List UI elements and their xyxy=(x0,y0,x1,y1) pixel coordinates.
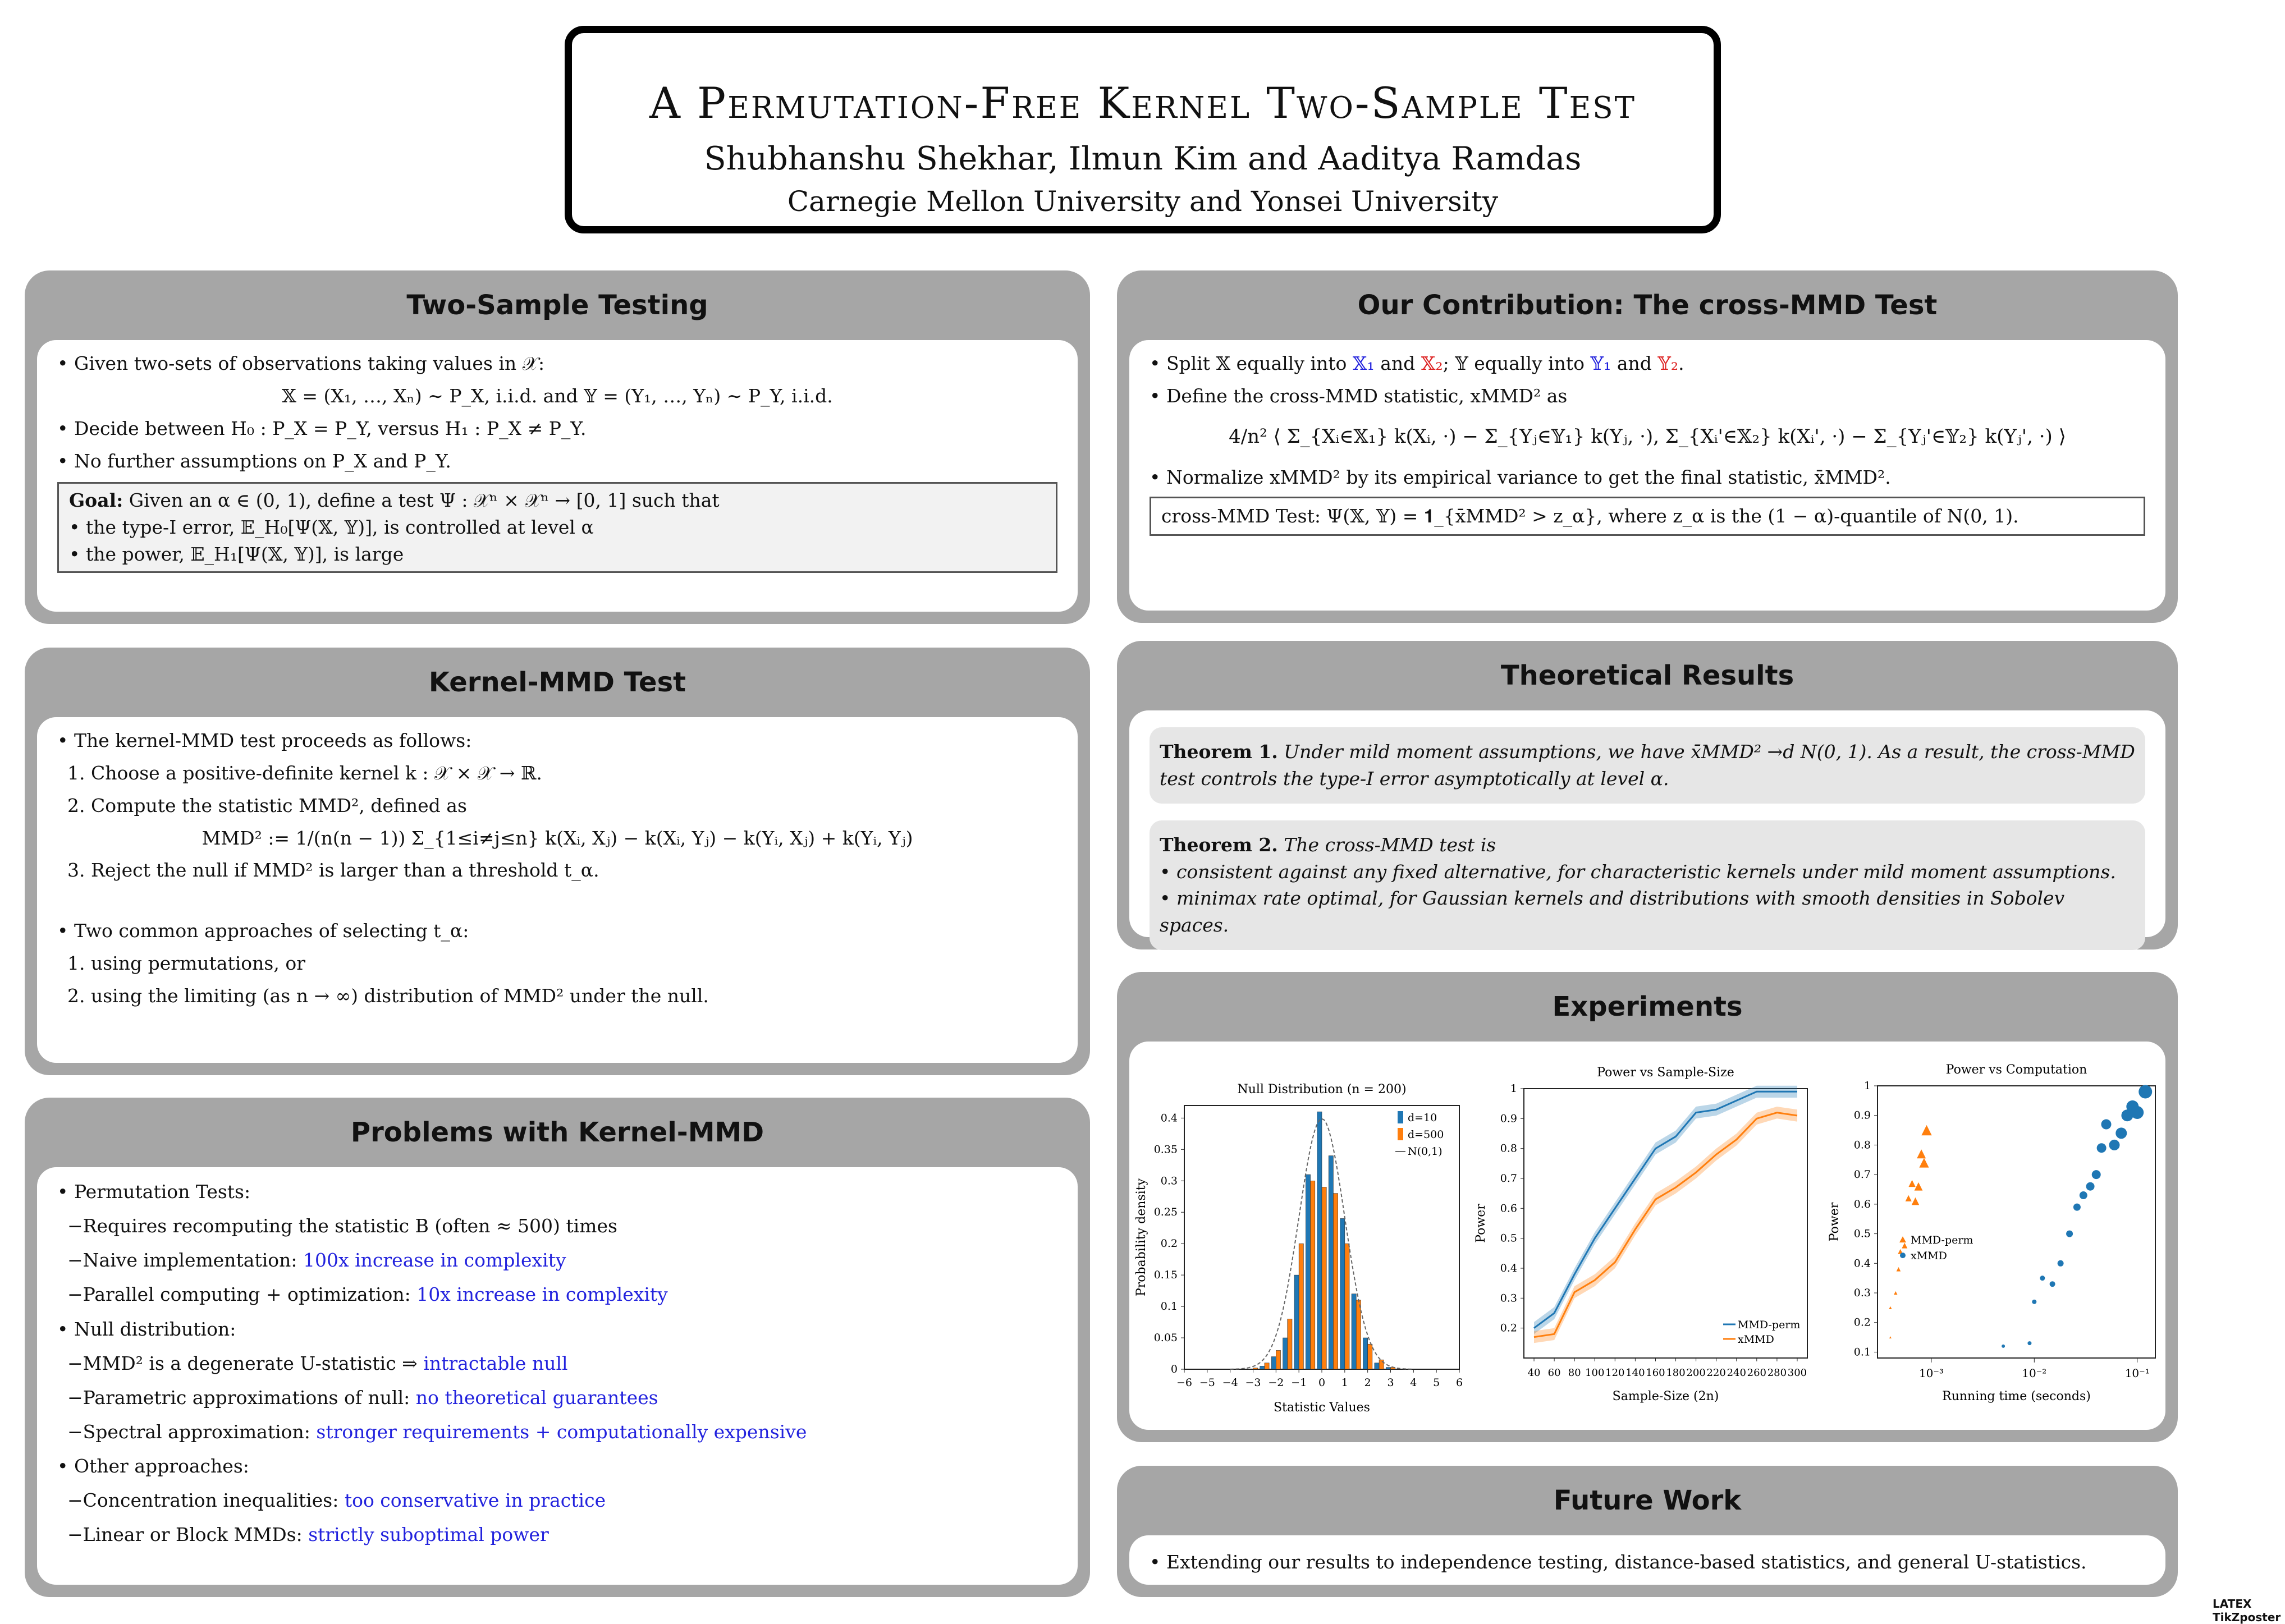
x-tick-label: 10⁻² xyxy=(2022,1366,2047,1380)
point xyxy=(2115,1127,2127,1139)
power-vs-sample-size-chart xyxy=(1471,1055,1819,1414)
point xyxy=(1897,1267,1901,1272)
y-tick-label: 0.2 xyxy=(1160,1237,1178,1250)
bar xyxy=(1368,1344,1372,1369)
x-tick-label: 300 xyxy=(1787,1367,1807,1379)
text-line: • Other approaches: xyxy=(57,1455,249,1478)
x-tick-label: 100 xyxy=(1585,1367,1605,1379)
block-body xyxy=(1129,710,2165,937)
formula: 4/n² ⟨ Σ_{Xᵢ∈𝕏₁} k(Xᵢ, ·) − Σ_{Yⱼ∈𝕐₁} k(Yⱼ, ·), Σ_{Xᵢ'∈𝕏₂} k(Xᵢ', ·) − Σ_{Yⱼ'∈𝕐₂} k(Yⱼ', ·) ⟩ xyxy=(1229,425,2066,448)
bar xyxy=(1260,1366,1265,1369)
affiliation: Carnegie Mellon University and Yonsei University xyxy=(787,185,1499,218)
chart-title: Null Distribution (n = 200) xyxy=(1237,1082,1407,1097)
point xyxy=(1889,1306,1892,1309)
bar xyxy=(1356,1300,1361,1369)
authors: Shubhanshu Shekhar, Ilmun Kim and Aaditya Ramdas xyxy=(704,140,1582,177)
point xyxy=(2066,1231,2073,1237)
bar xyxy=(1276,1350,1280,1369)
text-line: 1. Choose a positive-definite kernel k : 𝒳 × 𝒳 → ℝ. xyxy=(67,761,542,784)
text-line: • Decide between H₀ : P_X = P_Y, versus H₁ : P_X ≠ P_Y. xyxy=(57,417,587,439)
legend-swatch xyxy=(1899,1236,1906,1242)
y-tick-label: 0.2 xyxy=(1500,1322,1517,1334)
x-tick-label: −1 xyxy=(1291,1377,1307,1389)
x-tick-label: 260 xyxy=(1747,1367,1767,1379)
y-tick-label: 0.5 xyxy=(1500,1232,1517,1245)
point xyxy=(1906,1195,1912,1201)
text-line: • Split 𝕏 equally into 𝕏₁ and 𝕏₂; 𝕐 equally into 𝕐₁ and 𝕐₂. xyxy=(1150,352,1684,374)
highlight-text: strictly suboptimal power xyxy=(308,1524,549,1546)
y-tick-label: 0.1 xyxy=(1160,1300,1178,1313)
y-tick-label: 0.3 xyxy=(1853,1287,1871,1300)
bar xyxy=(1375,1363,1379,1369)
y-tick-label: 0.9 xyxy=(1853,1109,1871,1122)
point xyxy=(2040,1276,2045,1281)
y-tick-label: 0.3 xyxy=(1160,1175,1178,1187)
x-tick-label: 80 xyxy=(1568,1367,1581,1379)
y-tick-label: 0.15 xyxy=(1153,1269,1178,1282)
formula: MMD² := 1/(n(n − 1)) Σ_{1≤i≠j≤n} k(Xᵢ, Xⱼ) − k(Xᵢ, Yⱼ) − k(Yᵢ, Xⱼ) + k(Yᵢ, Yⱼ) xyxy=(202,827,913,849)
bar xyxy=(1379,1360,1384,1369)
bar xyxy=(1294,1275,1299,1369)
text-line: • Define the cross-MMD statistic, xMMD² as xyxy=(1150,384,1568,407)
text-line: −Parallel computing + optimization: 10x increase in complexity xyxy=(67,1283,668,1306)
plot-frame xyxy=(1878,1086,2155,1358)
y-tick-label: 0.9 xyxy=(1500,1112,1517,1125)
bar xyxy=(1345,1244,1349,1369)
block-title: Problems with Kernel-MMD xyxy=(350,1117,764,1148)
latex-tikzposter-credit: LATEX TikZposter xyxy=(2213,1597,2281,1624)
theorem-bullet: • consistent against any fixed alternative, for characteristic kernels under mild moment assumptions. xyxy=(1160,860,2116,883)
x-tick-label: 160 xyxy=(1646,1367,1665,1379)
bar xyxy=(1322,1187,1326,1369)
highlight-text: stronger requirements + computationally expensive xyxy=(316,1420,807,1443)
bar xyxy=(1333,1194,1338,1369)
goal-label: Goal: xyxy=(69,489,123,512)
text-line: • The kernel-MMD test proceeds as follows: xyxy=(57,730,472,751)
y-tick-label: 0.4 xyxy=(1160,1112,1178,1125)
x-tick-label: 200 xyxy=(1686,1367,1706,1379)
legend-label: d=500 xyxy=(1408,1128,1444,1141)
y-tick-label: 0.8 xyxy=(1853,1139,1871,1152)
text-line: • Given two-sets of observations taking values in 𝒳: xyxy=(57,352,545,374)
formula: 𝕏 = (X₁, …, Xₙ) ∼ P_X, i.i.d. and 𝕐 = (Y₁, …, Yₙ) ∼ P_Y, i.i.d. xyxy=(282,384,833,407)
block-body xyxy=(37,1167,1078,1585)
legend-swatch xyxy=(1900,1253,1906,1258)
block-kernel-mmd xyxy=(25,648,1090,1075)
x-tick-label: 5 xyxy=(1433,1377,1440,1389)
text-line: 2. using the limiting (as n → ∞) distribution of MMD² under the null. xyxy=(67,984,709,1007)
block-title: Our Contribution: The cross-MMD Test xyxy=(1357,290,1938,321)
text-line: • Two common approaches of selecting t_α: xyxy=(57,920,469,942)
theorem-bullet: • minimax rate optimal, for Gaussian kernels and distributions with smooth densities in Sobolev spaces. xyxy=(1160,887,2065,937)
goal-box xyxy=(57,482,1057,573)
bar xyxy=(1306,1175,1310,1369)
y-tick-label: 0.7 xyxy=(1500,1172,1517,1185)
goal-bullet: • the power, 𝔼_H₁[Ψ(𝕏, 𝕐)], is large xyxy=(69,543,404,566)
poster-title-box xyxy=(565,26,1721,233)
bar xyxy=(1288,1319,1292,1369)
block-body xyxy=(1129,340,2165,611)
y-tick-label: 0.3 xyxy=(1500,1292,1517,1305)
legend-label: MMD-perm xyxy=(1911,1234,1973,1247)
y-tick-label: 0.2 xyxy=(1853,1316,1871,1329)
point xyxy=(1912,1198,1920,1205)
point xyxy=(2058,1260,2064,1267)
y-tick-label: 0.4 xyxy=(1853,1257,1871,1270)
y-tick-label: 0.1 xyxy=(1853,1346,1871,1359)
legend-label: MMD-perm xyxy=(1738,1319,1801,1331)
point xyxy=(2101,1120,2111,1130)
text-line: • Permutation Tests: xyxy=(57,1181,251,1203)
bar xyxy=(1317,1112,1322,1369)
bar xyxy=(1352,1294,1356,1369)
y-axis-label: Power xyxy=(1828,1202,1842,1242)
cross-mmd-test-box: cross-MMD Test: Ψ(𝕏, 𝕐) = 𝟏_{x̄MMD² > z_α}, where z_α is the (1 − α)-quantile of N(0, 1). xyxy=(1150,497,2145,536)
bar xyxy=(1265,1363,1269,1369)
text-line: • No further assumptions on P_X and P_Y. xyxy=(57,449,451,472)
text-line: −Concentration inequalities: too conservative in practice xyxy=(67,1489,606,1512)
y-tick-label: 0 xyxy=(1170,1363,1178,1375)
x-axis-label: Running time (seconds) xyxy=(1942,1389,2091,1403)
x-tick-label: −4 xyxy=(1222,1377,1238,1389)
y-tick-label: 0.7 xyxy=(1853,1168,1871,1181)
bar xyxy=(1329,1156,1333,1369)
y-tick-label: 0.5 xyxy=(1853,1227,1871,1240)
block-title: Experiments xyxy=(1552,991,1743,1022)
y-tick-label: 0.35 xyxy=(1153,1143,1178,1156)
x-tick-label: 180 xyxy=(1666,1367,1686,1379)
text-line: −Naive implementation: 100x increase in complexity xyxy=(67,1249,566,1272)
x-tick-label: 220 xyxy=(1706,1367,1726,1379)
y-tick-label: 0.6 xyxy=(1853,1198,1871,1210)
x-tick-label: 120 xyxy=(1605,1367,1625,1379)
power-vs-computation-chart xyxy=(1819,1055,2167,1414)
block-title: Future Work xyxy=(1553,1485,1742,1516)
text-line: • Null distribution: xyxy=(57,1318,236,1340)
null-distribution-chart xyxy=(1123,1055,1471,1414)
text-line: −MMD² is a degenerate U-statistic ⇒ intractable null xyxy=(67,1352,568,1374)
goal-text: Given an α ∈ (0, 1), define a test Ψ : 𝒳ⁿ × 𝒳ⁿ → [0, 1] such that xyxy=(123,489,720,512)
point xyxy=(2032,1300,2036,1304)
x-tick-label: 6 xyxy=(1455,1377,1463,1389)
x-tick-label: 4 xyxy=(1410,1377,1417,1389)
goal-bullet: • the type-I error, 𝔼_H₀[Ψ(𝕏, 𝕐)], is controlled at level α xyxy=(69,516,594,539)
block-problems xyxy=(25,1098,1090,1597)
x-axis-label: Sample-Size (2n) xyxy=(1612,1389,1719,1403)
bar xyxy=(1340,1218,1345,1369)
x-tick-label: 10⁻¹ xyxy=(2124,1366,2150,1380)
block-body xyxy=(1129,1535,2165,1585)
bar xyxy=(1253,1368,1258,1369)
block-theory xyxy=(1117,641,2178,949)
x-tick-label: 240 xyxy=(1727,1367,1746,1379)
legend-label: d=10 xyxy=(1408,1112,1437,1124)
y-axis-label: Power xyxy=(1474,1204,1488,1243)
x-tick-label: −5 xyxy=(1199,1377,1215,1389)
block-two-sample xyxy=(25,270,1090,624)
text-line: −Linear or Block MMDs: strictly suboptimal power xyxy=(67,1524,549,1546)
point xyxy=(1894,1291,1897,1295)
bar xyxy=(1271,1357,1276,1369)
legend-swatch xyxy=(1398,1128,1403,1140)
block-body xyxy=(37,340,1078,612)
text-line: −Spectral approximation: stronger requirements + computationally expensive xyxy=(67,1420,807,1443)
point xyxy=(2027,1341,2031,1345)
point xyxy=(2050,1281,2055,1287)
text-line: • Extending our results to independence testing, distance-based statistics, and general U-statistics. xyxy=(1150,1551,2087,1573)
block-title: Theoretical Results xyxy=(1500,660,1794,691)
bar xyxy=(1299,1244,1303,1369)
chart-title: Power vs Computation xyxy=(1945,1063,2087,1077)
point xyxy=(2092,1170,2101,1179)
point xyxy=(2073,1204,2081,1211)
legend-label: xMMD xyxy=(1911,1250,1947,1263)
point xyxy=(1921,1125,1931,1135)
point xyxy=(1908,1180,1915,1187)
block-title: Two-Sample Testing xyxy=(406,290,708,321)
text-line: 2. Compute the statistic MMD², defined as xyxy=(67,794,467,816)
bar xyxy=(1283,1338,1288,1369)
point xyxy=(1917,1149,1926,1158)
block-contribution xyxy=(1117,270,2178,623)
x-tick-label: 40 xyxy=(1527,1367,1541,1379)
point xyxy=(2080,1191,2087,1199)
theorem-2: Theorem 2. The cross-MMD test is • consistent against any fixed alternative, for characteristic kernels under mild moment assumptions. • minimax rate optimal, for Gaussian kernels and distributions with smooth densities in Sobolev spaces. xyxy=(1150,820,2145,950)
y-axis-label: Probability density xyxy=(1134,1178,1148,1297)
block-future-work xyxy=(1117,1466,2178,1597)
highlight-text: intractable null xyxy=(423,1352,568,1374)
y-tick-label: 0.8 xyxy=(1500,1142,1517,1155)
x-tick-label: −3 xyxy=(1245,1377,1261,1389)
legend-label: xMMD xyxy=(1738,1333,1774,1346)
point xyxy=(1889,1336,1892,1338)
block-body xyxy=(37,717,1078,1063)
x-tick-label: 2 xyxy=(1364,1377,1371,1389)
y-tick-label: 0.6 xyxy=(1500,1202,1517,1215)
point xyxy=(1919,1158,1929,1167)
y-tick-label: 1 xyxy=(1510,1082,1517,1095)
y-tick-label: 0.4 xyxy=(1500,1262,1517,1274)
highlight-text: no theoretical guarantees xyxy=(415,1386,658,1409)
text-line: 3. Reject the null if MMD² is larger than a threshold t_α. xyxy=(67,859,599,882)
legend-swatch xyxy=(1398,1111,1403,1123)
bar xyxy=(1386,1368,1390,1369)
text-line: −Parametric approximations of null: no theoretical guarantees xyxy=(67,1386,658,1409)
point xyxy=(1902,1243,1907,1249)
x-tick-label: 1 xyxy=(1341,1377,1348,1389)
text-line: 1. using permutations, or xyxy=(67,952,305,975)
y-tick-label: 0.25 xyxy=(1153,1206,1178,1219)
plot-frame xyxy=(1524,1089,1807,1358)
point xyxy=(2086,1182,2095,1191)
x-tick-label: 60 xyxy=(1547,1367,1561,1379)
x-tick-label: 0 xyxy=(1318,1377,1326,1389)
text-line: • Normalize xMMD² by its empirical variance to get the final statistic, x̄MMD². xyxy=(1150,466,1891,488)
poster-title: A Permutation-Free Kernel Two-Sample Test xyxy=(649,78,1636,128)
legend-label: N(0,1) xyxy=(1408,1145,1443,1158)
bar xyxy=(1363,1338,1367,1369)
x-tick-label: 3 xyxy=(1387,1377,1394,1389)
highlight-text: 100x increase in complexity xyxy=(303,1249,566,1272)
point xyxy=(1915,1182,1923,1191)
bar xyxy=(1311,1181,1315,1369)
point xyxy=(2131,1106,2144,1119)
point xyxy=(2002,1345,2005,1348)
x-axis-label: Statistic Values xyxy=(1274,1401,1370,1414)
point xyxy=(2139,1085,2152,1099)
x-tick-label: 280 xyxy=(1767,1367,1787,1379)
y-tick-label: 1 xyxy=(1863,1080,1871,1092)
point xyxy=(2109,1140,2120,1150)
theorem-1: Theorem 1. Under mild moment assumptions, we have x̄MMD² →d N(0, 1). As a result, the cross-MMD test controls the type-I error asymptotically at level α. xyxy=(1150,727,2145,804)
highlight-text: too conservative in practice xyxy=(344,1489,606,1512)
chart-title: Power vs Sample-Size xyxy=(1597,1066,1734,1080)
x-tick-label: 140 xyxy=(1625,1367,1645,1379)
x-tick-label: 10⁻³ xyxy=(1918,1366,1944,1380)
block-title: Kernel-MMD Test xyxy=(428,667,686,698)
x-tick-label: −2 xyxy=(1268,1377,1284,1389)
text-line: −Requires recomputing the statistic B (often ≈ 500) times xyxy=(67,1215,617,1237)
highlight-text: 10x increase in complexity xyxy=(416,1283,668,1306)
point xyxy=(2097,1143,2107,1153)
x-tick-label: −6 xyxy=(1176,1377,1193,1389)
y-tick-label: 0.05 xyxy=(1153,1332,1178,1345)
